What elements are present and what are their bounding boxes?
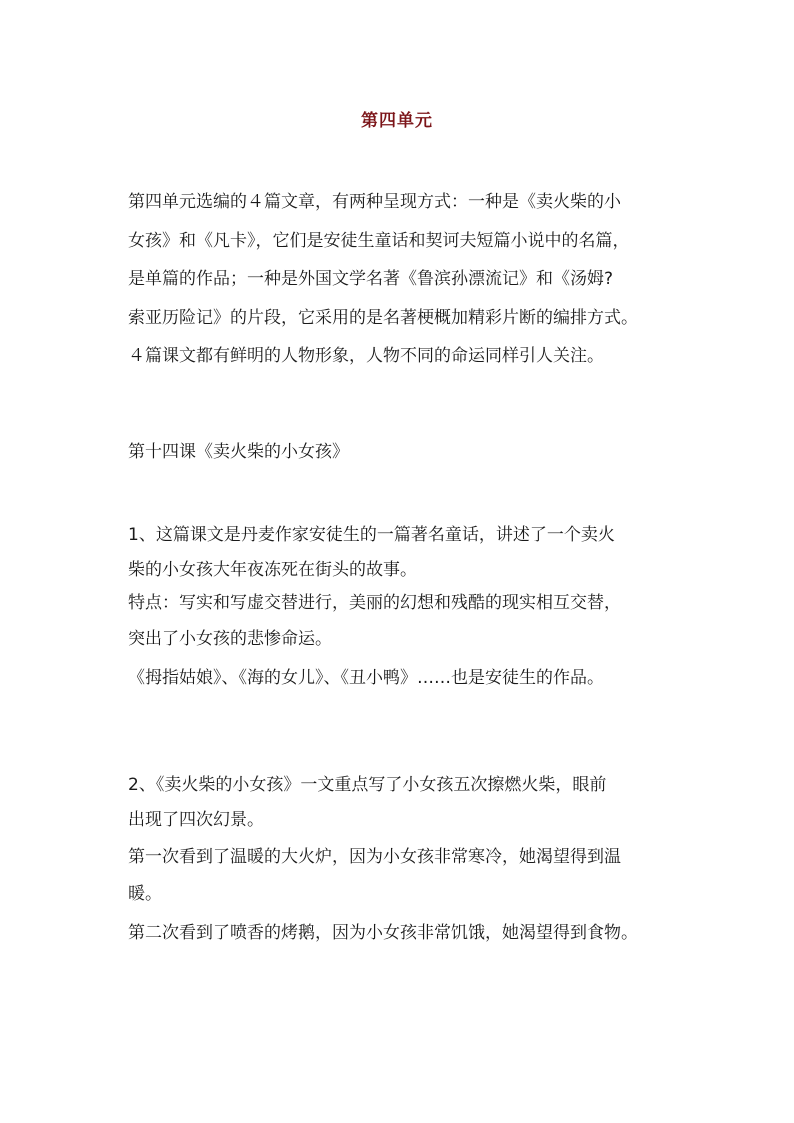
point-2-detail-line: 第二次看到了喷香的烤鹅，因为小女孩非常饥饿，她渴望得到食物。 xyxy=(128,922,638,943)
intro-paragraph xyxy=(128,183,676,376)
point-2-detail-line: 暖。 xyxy=(128,883,162,904)
point-2-line: 出现了四次幻景。 xyxy=(128,809,264,830)
intro-line: ４篇课文都有鲜明的人物形象，人物不同的命运同样引人关注。 xyxy=(128,346,604,366)
point-1-line: 柴的小女孩大年夜冻死在街头的故事。 xyxy=(128,559,417,580)
intro-line: 索亚历险记》的片段，它采用的是名著梗概加精彩片断的编排方式。 xyxy=(128,307,638,328)
lesson-heading xyxy=(128,433,676,472)
intro-line: 第四单元选编的４篇文章，有两种呈现方式：一种是《卖火柴的小 xyxy=(128,192,621,212)
page-title: 第四单元 xyxy=(361,111,433,131)
point-2-line: 2、《卖火柴的小女孩》一文重点写了小女孩五次擦燃火柴，眼前 xyxy=(128,775,607,795)
intro-line: 是单篇的作品；一种是外国文学名著《鲁滨孙漂流记》和《汤姆? xyxy=(128,269,614,289)
intro-line: 女孩》和《凡卡》，它们是安徒生童话和契诃夫短篇小说中的名篇， xyxy=(128,230,630,251)
point-1-line: 1、这篇课文是丹麦作家安徒生的一篇著名童话，讲述了一个卖火 xyxy=(128,525,615,545)
point-1-feature-line: 特点：写实和写虚交替进行，美丽的幻想和残酷的现实相互交替， xyxy=(128,592,621,613)
point-1-feature-line: 突出了小女孩的悲惨命运。 xyxy=(128,628,332,649)
point-2-paragraph xyxy=(128,766,676,957)
point-2-detail-line: 第一次看到了温暖的大火炉，因为小女孩非常寒冷，她渴望得到温 xyxy=(128,846,621,867)
point-1-paragraph xyxy=(128,516,676,699)
point-1-works-line: 《拇指姑娘》、《海的女儿》、《丑小鸭》……也是安徒生的作品。 xyxy=(128,667,604,688)
lesson-heading-text: 第十四课《卖火柴的小女孩》 xyxy=(128,442,349,462)
